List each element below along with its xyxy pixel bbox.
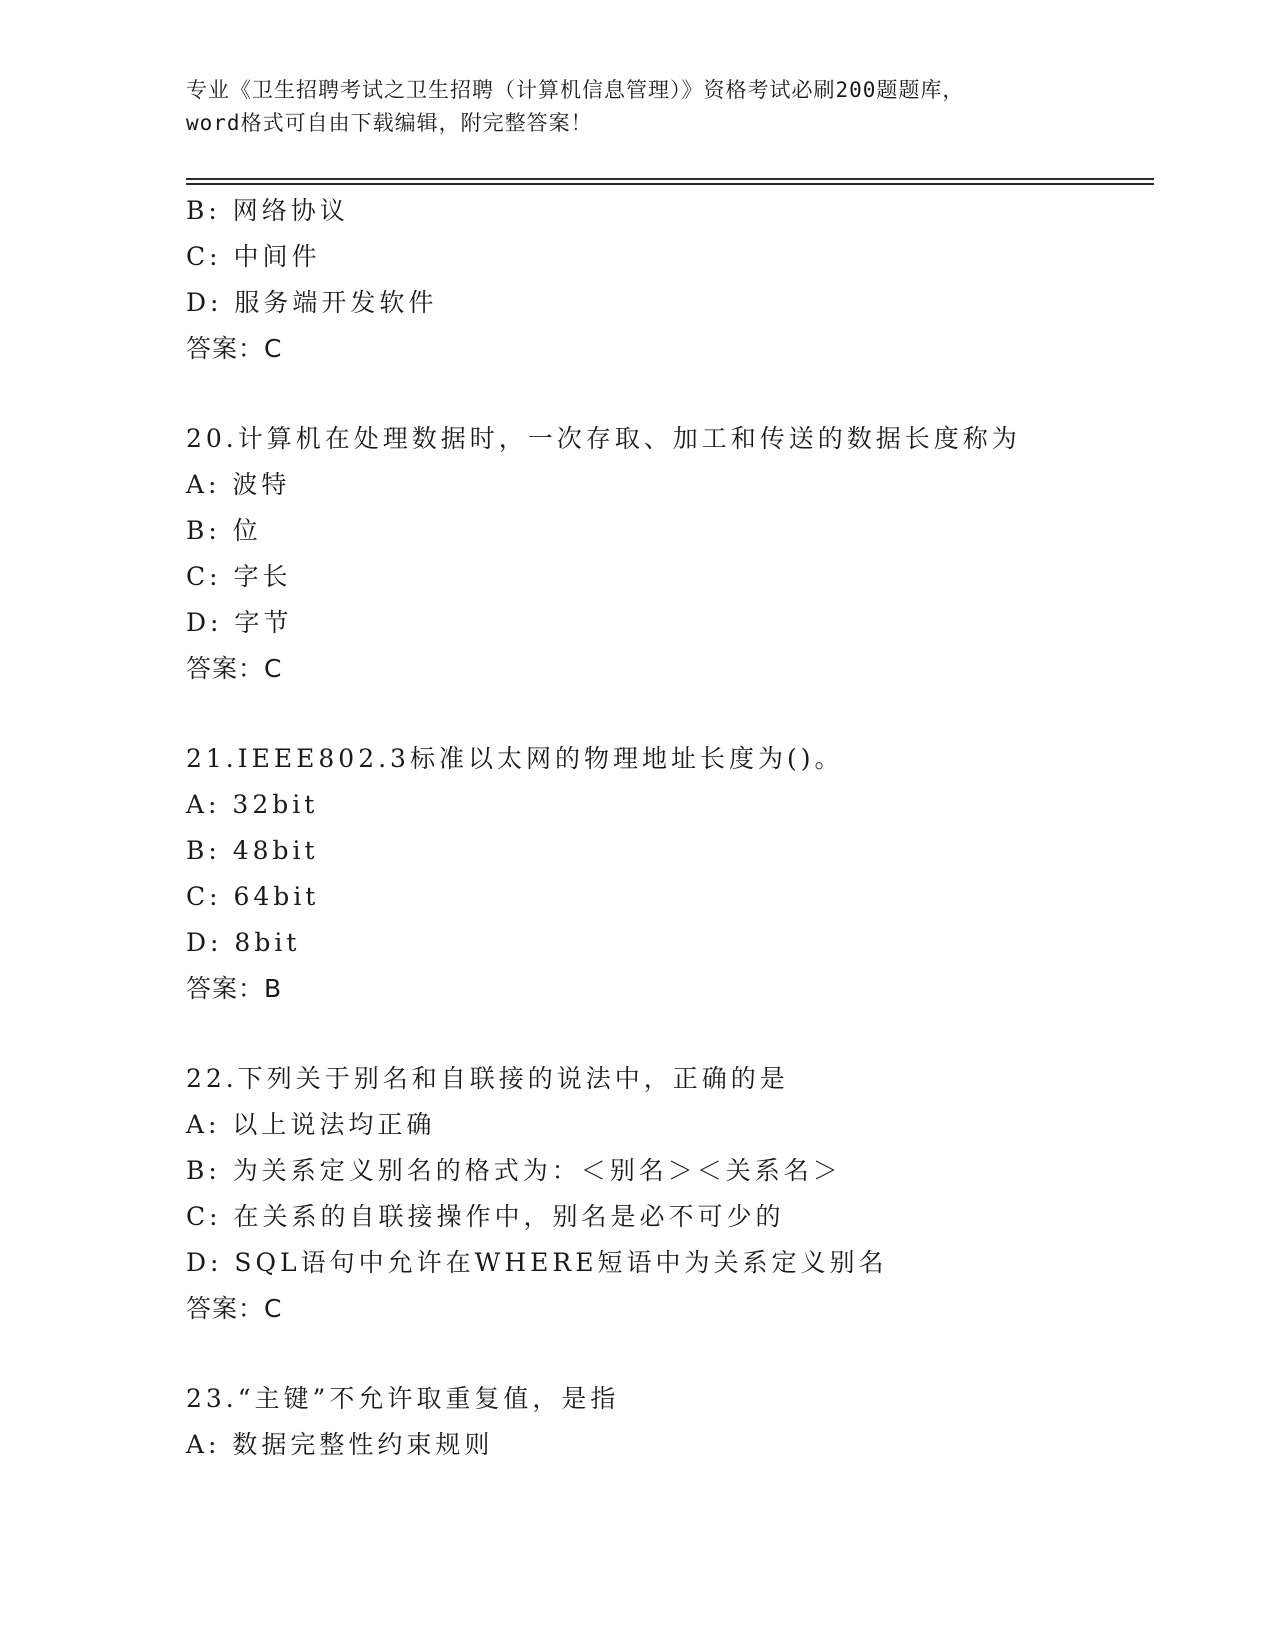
header-divider-bottom	[186, 183, 1154, 185]
block-spacer	[186, 1332, 1166, 1376]
answer-line: 答案：C	[186, 654, 283, 683]
block-spacer	[186, 372, 1166, 416]
option-a: A: 波特	[186, 470, 291, 499]
answer-line: 答案：C	[186, 334, 283, 363]
question-list	[186, 188, 1166, 1468]
option-d: D: 8bit	[186, 928, 301, 957]
question-block-21	[186, 736, 1166, 1012]
question-block-20	[186, 416, 1166, 692]
option-b: B: 48bit	[186, 836, 319, 865]
question-block-19	[186, 188, 1166, 372]
question-block-22	[186, 1056, 1166, 1332]
block-spacer	[186, 1012, 1166, 1056]
document-header	[186, 74, 1086, 140]
answer-line: 答案：B	[186, 974, 283, 1003]
question-text: 23.“主键”不允许取重复值，是指	[186, 1384, 620, 1413]
option-c: C: 64bit	[186, 882, 320, 911]
option-b: B: 网络协议	[186, 196, 349, 225]
question-text: 22.下列关于别名和自联接的说法中，正确的是	[186, 1064, 789, 1093]
option-c: C: 字长	[186, 562, 292, 591]
option-b: B: 为关系定义别名的格式为：＜别名＞＜关系名＞	[186, 1156, 842, 1185]
option-c: C: 在关系的自联接操作中，别名是必不可少的	[186, 1202, 785, 1231]
option-d: D: 服务端开发软件	[186, 288, 438, 317]
answer-line: 答案：C	[186, 1294, 283, 1323]
option-c: C: 中间件	[186, 242, 321, 271]
header-divider-top	[186, 178, 1154, 180]
option-a: A: 32bit	[186, 790, 319, 819]
header-title-line-2: word格式可自由下载编辑，附完整答案！	[186, 111, 593, 135]
block-spacer	[186, 692, 1166, 736]
header-title-line-1: 专业《卫生招聘考试之卫生招聘（计算机信息管理）》资格考试必刷200题题库，	[186, 78, 965, 102]
question-text: 20.计算机在处理数据时，一次存取、加工和传送的数据长度称为	[186, 424, 1021, 453]
option-a: A: 以上说法均正确	[186, 1110, 436, 1139]
option-d: D: 字节	[186, 608, 293, 637]
option-a: A: 数据完整性约束规则	[186, 1430, 494, 1459]
option-b: B: 位	[186, 516, 262, 545]
question-block-23	[186, 1376, 1166, 1468]
question-text: 21.IEEE802.3标准以太网的物理地址长度为()。	[186, 744, 844, 773]
option-d: D: SQL语句中允许在WHERE短语中为关系定义别名	[186, 1248, 888, 1277]
